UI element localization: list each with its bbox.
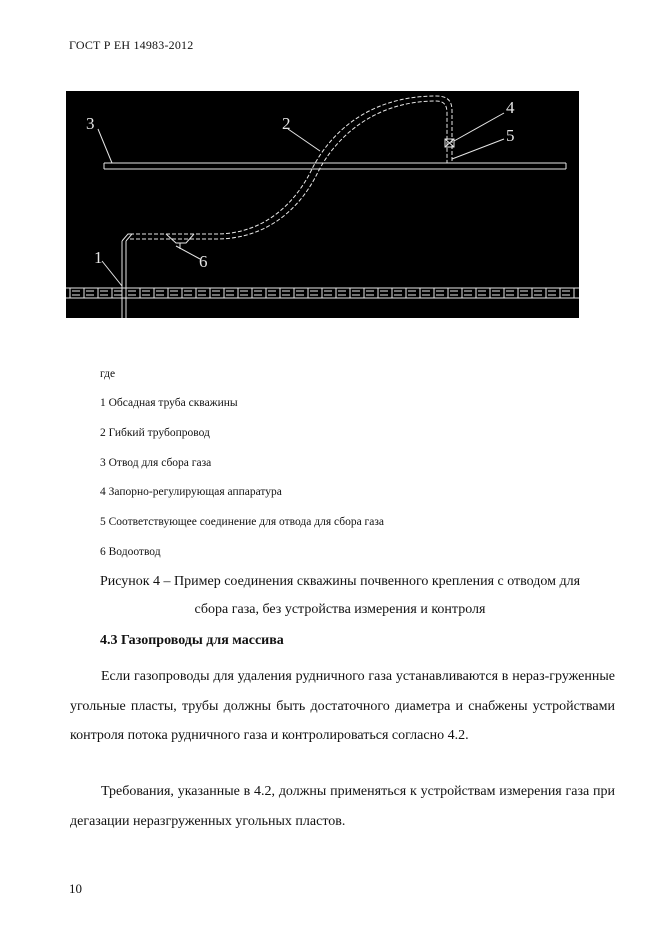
- flexible-pipeline: [130, 96, 452, 239]
- callout-2: 2: [282, 114, 291, 133]
- figure-4-diagram: [66, 91, 579, 318]
- section-heading: 4.3 Газопроводы для массива: [100, 633, 284, 648]
- legend-item-2: 2 Гибкий трубопровод: [100, 427, 210, 439]
- gas-collection-pipe: [104, 163, 566, 169]
- water-drain: [166, 234, 194, 249]
- figure-caption-line-2: сбора газа, без устройства измерения и контроля: [194, 602, 486, 617]
- legend-intro: где: [100, 368, 116, 380]
- ground-surface: [66, 288, 579, 298]
- pipeline-schematic: [66, 91, 579, 318]
- section-paragraph-1: Если газопроводы для удаления рудничного газа устанавливаются в нераз-груженные угольные пласты, трубы должны быть достаточного диаметра и снабжены устройствами контроля потока рудничного газа и контролироваться согласно 4.2.: [70, 669, 615, 743]
- callout-4: 4: [506, 98, 515, 117]
- callout-5: 5: [506, 126, 515, 145]
- section-paragraph-2: Требования, указанные в 4.2, должны применяться к устройствам измерения газа при дегазации неразгруженных угольных пластов.: [70, 784, 615, 829]
- callout-3: 3: [86, 114, 95, 133]
- legend-item-3: 3 Отвод для сбора газа: [100, 457, 212, 469]
- figure-caption-line-1: Рисунок 4 – Пример соединения скважины почвенного крепления с отводом для: [99, 574, 581, 589]
- shut-off-valve: [445, 139, 454, 147]
- legend-item-5: 5 Соответствующее соединение для отвода для сбора газа: [100, 516, 385, 528]
- page-number: 10: [69, 881, 82, 896]
- legend-item-4: 4 Запорно-регулирующая аппаратура: [100, 486, 282, 498]
- well-casing-pipe: [122, 234, 132, 318]
- document-header: ГОСТ Р ЕН 14983-2012: [69, 38, 194, 52]
- callout-1: 1: [94, 248, 103, 267]
- legend-item-1: 1 Обсадная труба скважины: [100, 397, 238, 409]
- legend-item-6: 6 Водоотвод: [100, 546, 161, 558]
- callout-6: 6: [199, 252, 208, 271]
